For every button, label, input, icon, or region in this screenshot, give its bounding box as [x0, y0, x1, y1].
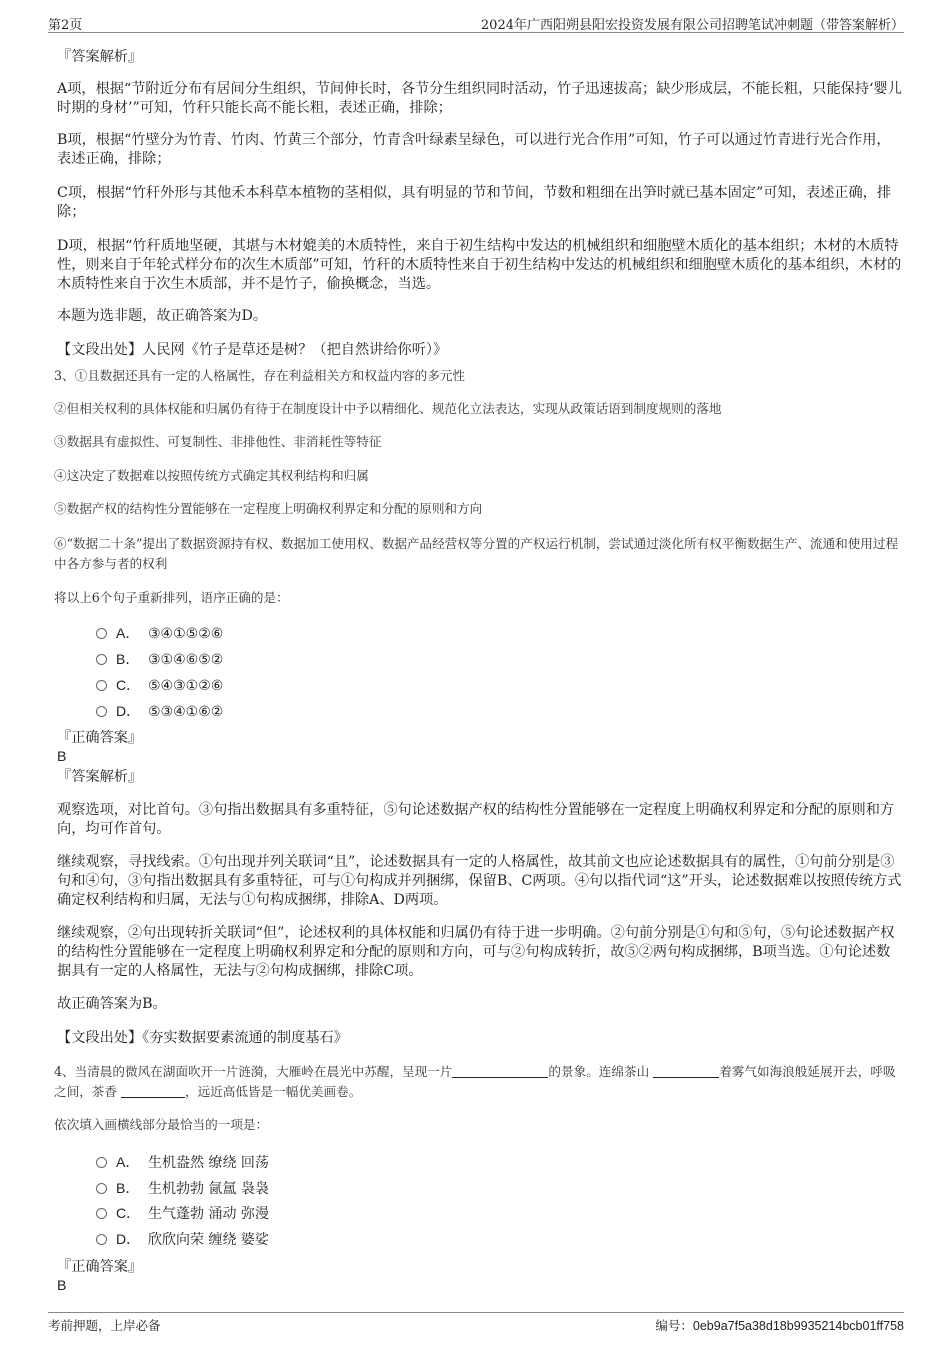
- option-letter: B．: [116, 651, 140, 667]
- radio-icon[interactable]: [96, 706, 107, 717]
- q2-source: 【文段出处】人民网《竹子是草还是树？（把自然讲给你听）》: [57, 342, 448, 358]
- footer-slogan: 考前押题，上岸必备: [48, 1318, 161, 1333]
- q4-answer-label: 『正确答案』: [57, 1259, 143, 1275]
- radio-icon[interactable]: [96, 654, 107, 665]
- q4-stem-part-2: 的景象。连绵茶山: [548, 1064, 650, 1079]
- blank-3: [121, 1085, 185, 1098]
- document-title: 2024年广西阳朔县阳宏投资发展有限公司招聘笔试冲刺题（带答案解析）: [480, 18, 904, 33]
- page-number: 第2页: [48, 18, 83, 33]
- blank-2: [653, 1065, 719, 1078]
- q4-option-b[interactable]: [96, 1178, 269, 1199]
- q3-source: 【文段出处】《夯实数据要素流通的制度基石》: [57, 1030, 348, 1046]
- q4-stem-part-3: 着雾气如海浪般延展开去，呼吸之间，茶香: [54, 1064, 896, 1099]
- page-header: [48, 14, 904, 33]
- q2-analysis-c: C项，根据“竹秆外形与其他禾本科草本植物的茎相似，具有明显的节和节间，节数和粗细在出笋时就已基本固定”可知，表述正确，排除；: [57, 185, 892, 220]
- q2-analysis-d: D项，根据“竹秆质地坚硬，其堪与木材媲美的木质特性，来自于初生结构中发达的机械组织和细胞壁木质化的基本组织；木材的木质特性，则来自于年轮式样分布的次生木质部”可知，竹秆的木质特性来自于初生结构中发达的机械组织和细胞壁木质化的基本组织，木材的木质特性来自于次生木质部，并不是竹子，偷换概念，当选。: [57, 238, 902, 292]
- radio-icon[interactable]: [96, 1183, 107, 1194]
- q3-sentence-5: ⑤数据产权的结构性分置能够在一定程度上明确权利界定和分配的原则和方向: [54, 501, 483, 516]
- q3-option-d[interactable]: [96, 701, 223, 722]
- q3-sentence-1: 3、①且数据还具有一定的人格属性，存在利益相关方和权益内容的多元性: [54, 368, 466, 383]
- q3-prompt: 将以上6个句子重新排列，语序正确的是：: [54, 590, 289, 605]
- q3-analysis-label: 『答案解析』: [57, 769, 143, 785]
- q3-option-c[interactable]: [96, 675, 223, 696]
- q2-analysis-a: A项，根据“节附近分布有居间分生组织，节间伸长时，各节分生组织同时活动，竹子迅速拔高；缺少形成层，不能长粗，只能保持‘婴儿时期的身材’”可知，竹秆只能长高不能长粗，表述正确，排除；: [57, 81, 902, 116]
- q2-conclusion: 本题为选非题，故正确答案为D。: [57, 308, 268, 324]
- q3-sentence-4: ④这决定了数据难以按照传统方式确定其权利结构和归属: [54, 468, 369, 483]
- option-text: ⑤③④①⑥②: [148, 704, 224, 720]
- q3-option-a[interactable]: [96, 623, 223, 644]
- q4-stem-part-1: 4、当清晨的微风在湖面吹开一片涟漪，大雁岭在晨光中苏醒，呈现一片: [54, 1064, 453, 1079]
- q3-analysis-p3: 继续观察，②句出现转折关联词“但”，论述权利的具体权能和归属仍有待于进一步明确。②句前分别是①句和⑤句，⑤句论述数据产权的结构性分置能够在一定程度上明确权利界定和分配的原则和方向，可与②句构成转折，故⑤②两句构成捆绑，B项当选。①句论述数据具有一定的人格属性，无法与②句构成捆绑，排除C项。: [57, 925, 895, 979]
- q3-option-b[interactable]: [96, 649, 223, 670]
- q2-analysis-label: 『答案解析』: [57, 49, 143, 65]
- radio-icon[interactable]: [96, 1234, 107, 1245]
- q4-answer: B: [57, 1278, 67, 1294]
- q4-stem: [54, 1062, 902, 1102]
- option-letter: C．: [116, 677, 141, 693]
- q3-answer: B: [57, 749, 67, 765]
- option-text: ⑤④③①②⑥: [148, 678, 224, 694]
- q3-answer-label: 『正确答案』: [57, 730, 143, 746]
- q4-option-d[interactable]: [96, 1229, 269, 1250]
- option-letter: A．: [116, 1154, 140, 1170]
- document-id: 编号：0eb9a7f5a38d18b9935214bcb01ff758: [655, 1319, 904, 1333]
- option-letter: B．: [116, 1180, 140, 1196]
- option-text: ③①④⑥⑤②: [148, 652, 224, 668]
- option-letter: C．: [116, 1205, 141, 1221]
- radio-icon[interactable]: [96, 1208, 107, 1219]
- q3-analysis-p2: 继续观察，寻找线索。①句出现并列关联词“且”，论述数据具有一定的人格属性，故其前文也应论述数据具有的属性，①句前分别是③句和④句，③句指出数据具有多重特征，可与①句构成并列捆绑，保留B、C两项。④句以指代词“这”开头，论述数据难以按照传统方式确定权利结构和归属，无法与①句构成捆绑，排除A、D两项。: [57, 854, 902, 908]
- option-letter: A．: [116, 625, 140, 641]
- q3-sentence-6: ⑥“数据二十条”提出了数据资源持有权、数据加工使用权、数据产品经营权等分置的产权运行机制，尝试通过淡化所有权平衡数据生产、流通和使用过程中各方参与者的权利: [54, 536, 899, 571]
- q3-conclusion: 故正确答案为B。: [57, 996, 167, 1012]
- q3-analysis-p1: 观察选项，对比首句。③句指出数据具有多重特征，⑤句论述数据产权的结构性分置能够在一定程度上明确权利界定和分配的原则和方向，均可作首句。: [57, 802, 895, 837]
- blank-1: [452, 1065, 548, 1078]
- q4-prompt: 依次填入画横线部分最恰当的一项是：: [54, 1117, 269, 1132]
- option-letter: D．: [116, 703, 141, 719]
- option-text: 生气蓬勃 涌动 弥漫: [148, 1206, 269, 1222]
- option-text: ③④①⑤②⑥: [148, 626, 224, 642]
- q2-analysis-b: B项，根据“竹壁分为竹青、竹肉、竹黄三个部分，竹青含叶绿素呈绿色，可以进行光合作用”可知，竹子可以通过竹青进行光合作用，表述正确，排除；: [57, 132, 891, 167]
- page-footer: [48, 1312, 904, 1334]
- q3-sentence-2: ②但相关权利的具体权能和归属仍有待于在制度设计中予以精细化、规范化立法表达，实现从政策话语到制度规则的落地: [54, 401, 722, 416]
- q4-stem-part-4: ，远近高低皆是一幅优美画卷。: [184, 1084, 362, 1099]
- q4-option-c[interactable]: [96, 1203, 269, 1224]
- option-text: 生机盎然 缭绕 回荡: [148, 1155, 269, 1171]
- option-text: 生机勃勃 氤氲 袅袅: [148, 1181, 269, 1197]
- option-letter: D．: [116, 1231, 141, 1247]
- q4-option-a[interactable]: [96, 1152, 269, 1173]
- radio-icon[interactable]: [96, 628, 107, 639]
- radio-icon[interactable]: [96, 680, 107, 691]
- option-text: 欣欣向荣 缠绕 婆娑: [148, 1232, 269, 1248]
- q3-sentence-3: ③数据具有虚拟性、可复制性、非排他性、非消耗性等特征: [54, 434, 382, 449]
- radio-icon[interactable]: [96, 1157, 107, 1168]
